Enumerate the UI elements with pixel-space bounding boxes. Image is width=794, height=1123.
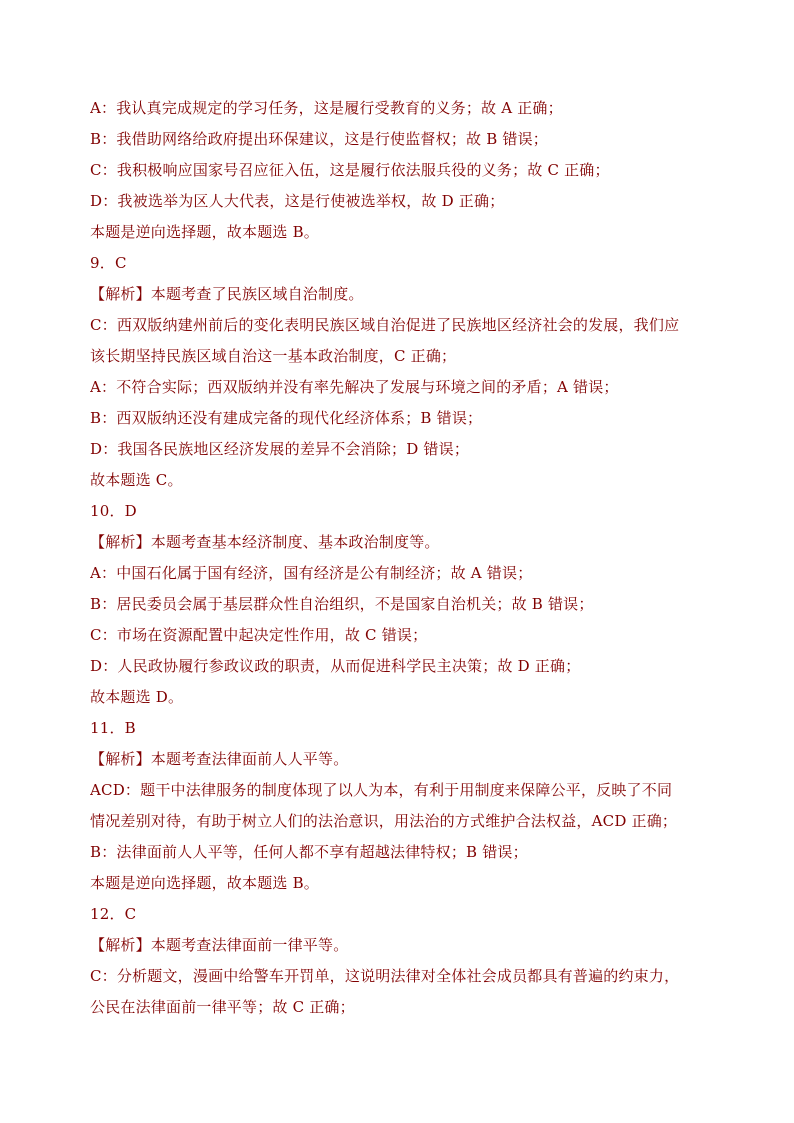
text-line: D：我被选举为区人大代表，这是行使被选举权，故 D 正确； bbox=[90, 192, 505, 210]
text-line: ACD：题干中法律服务的制度体现了以人为本，有利于用制度来保障公平，反映了不同 bbox=[90, 781, 673, 799]
analysis-heading: 【解析】本题考查了民族区域自治制度。 bbox=[90, 285, 364, 303]
text-line: B：居民委员会属于基层群众性自治组织，不是国家自治机关；故 B 错误； bbox=[90, 595, 594, 613]
analysis-heading: 【解析】本题考查法律面前人人平等。 bbox=[90, 750, 349, 768]
text-line: C：市场在资源配置中起决定性作用，故 C 错误； bbox=[90, 626, 428, 644]
text-line: C：西双版纳建州前后的变化表明民族区域自治促进了民族地区经济社会的发展，我们应 bbox=[90, 316, 680, 334]
text-line: 故本题选 D。 bbox=[90, 688, 184, 706]
text-line: 本题是逆向选择题，故本题选 B。 bbox=[90, 223, 319, 241]
analysis-heading: 【解析】本题考查法律面前一律平等。 bbox=[90, 936, 349, 954]
analysis-heading: 【解析】本题考查基本经济制度、基本政治制度等。 bbox=[90, 533, 440, 551]
document-body bbox=[90, 93, 710, 1023]
text-line: B：我借助网络给政府提出环保建议，这是行使监督权；故 B 错误； bbox=[90, 130, 548, 148]
question-number: 12．C bbox=[90, 905, 137, 923]
question-number: 11．B bbox=[90, 719, 136, 737]
text-line: 情况差别对待，有助于树立人们的法治意识，用法治的方式维护合法权益，ACD 正确； bbox=[90, 812, 678, 830]
text-line: 该长期坚持民族区域自治这一基本政治制度，C 正确； bbox=[90, 347, 457, 365]
text-line: B：西双版纳还没有建成完备的现代化经济体系；B 错误； bbox=[90, 409, 483, 427]
text-line: 故本题选 C。 bbox=[90, 471, 183, 489]
text-line: A：中国石化属于国有经济，国有经济是公有制经济；故 A 错误； bbox=[90, 564, 533, 582]
text-line: D：人民政协履行参政议政的职责，从而促进科学民主决策；故 D 正确； bbox=[90, 657, 581, 675]
text-line: C：我积极响应国家号召应征入伍，这是履行依法服兵役的义务；故 C 正确； bbox=[90, 161, 610, 179]
text-line: 公民在法律面前一律平等；故 C 正确； bbox=[90, 998, 355, 1016]
question-number: 9．C bbox=[90, 254, 127, 272]
text-line: A：我认真完成规定的学习任务，这是履行受教育的义务；故 A 正确； bbox=[90, 99, 563, 117]
question-number: 10．D bbox=[90, 502, 137, 520]
text-line: 本题是逆向选择题，故本题选 B。 bbox=[90, 874, 319, 892]
text-line: B：法律面前人人平等，任何人都不享有超越法律特权；B 错误； bbox=[90, 843, 528, 861]
text-line: D：我国各民族地区经济发展的差异不会消除；D 错误； bbox=[90, 440, 470, 458]
text-line: C：分析题文，漫画中给警车开罚单，这说明法律对全体社会成员都具有普遍的约束力， bbox=[90, 967, 680, 985]
text-line: A：不符合实际；西双版纳并没有率先解决了发展与环境之间的矛盾；A 错误； bbox=[90, 378, 619, 396]
